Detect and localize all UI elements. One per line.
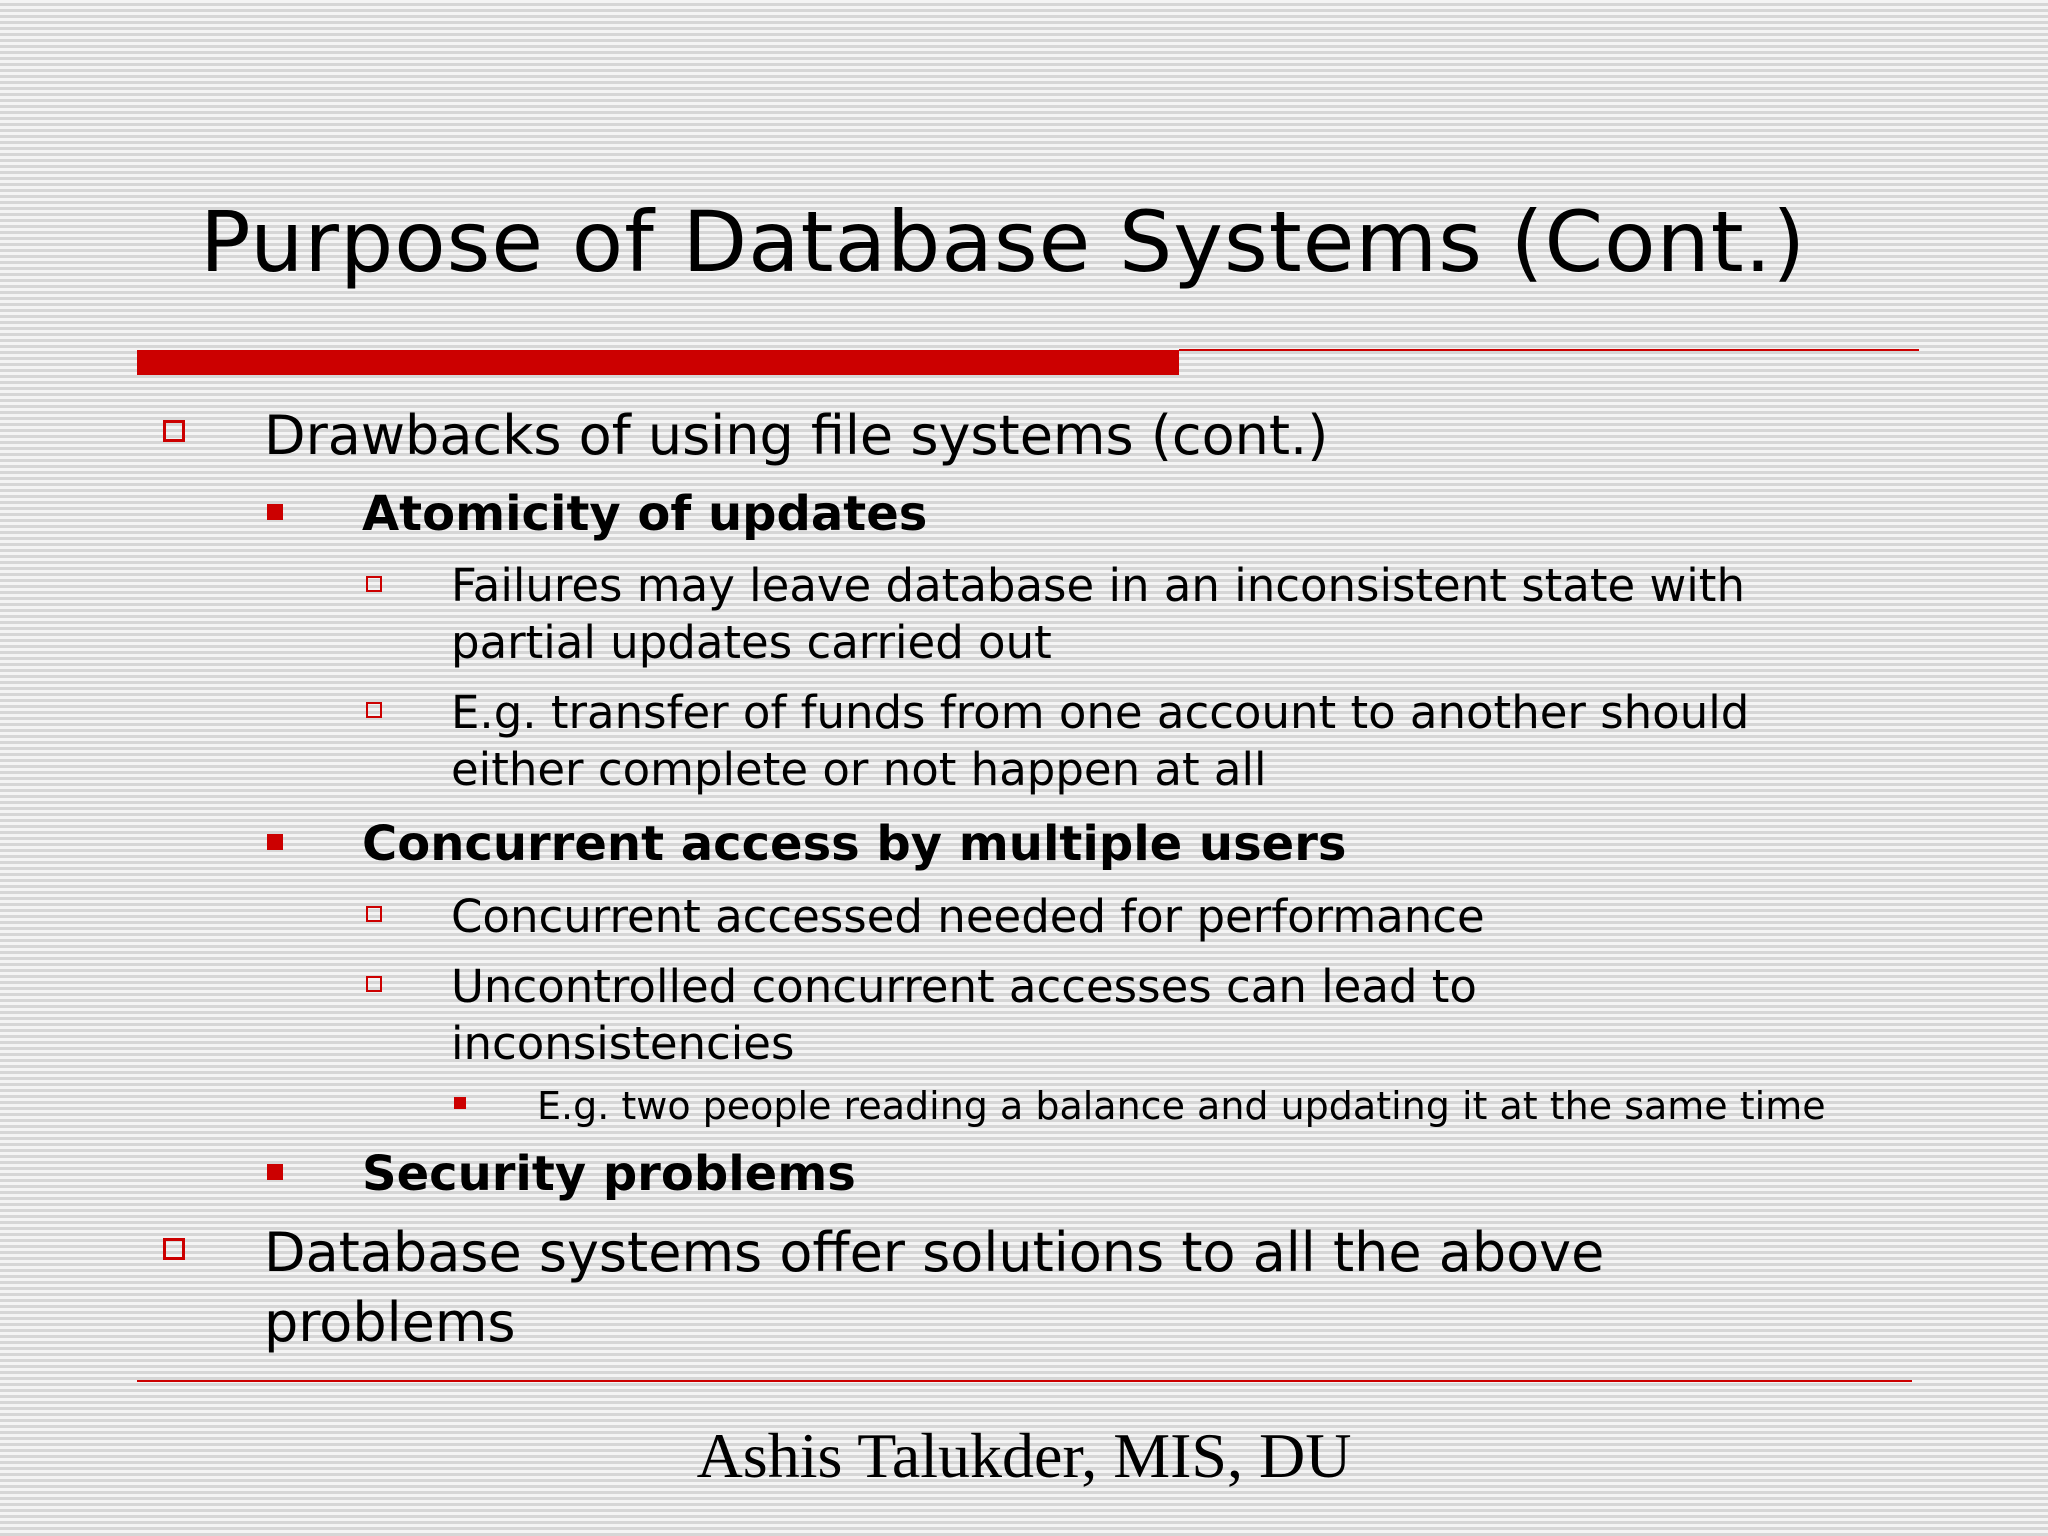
bullet-hollow-square-icon [366,976,382,992]
conclusion-line1: Database systems offer solutions to all the above [264,1221,1605,1284]
bullet-hollow-square-icon [163,1238,185,1260]
heading-concurrency: Concurrent access by multiple users [362,816,1347,872]
title-underline-thin [1179,349,1919,351]
footer-author: Ashis Talukder, MIS, DU [696,1420,1352,1491]
footer-divider [137,1380,1912,1382]
atomicity-point1-line2: partial updates carried out [451,616,1052,669]
bullet-hollow-square-icon [163,420,185,442]
atomicity-point2-line2: either complete or not happen at all [451,743,1267,796]
slide-title: Purpose of Database Systems (Cont.) [200,193,1807,291]
bullet-solid-square-icon [267,834,283,850]
concurrency-point1: Concurrent accessed needed for performance [451,890,1485,943]
concurrency-example: E.g. two people reading a balance and updating it at the same time [537,1084,1826,1128]
heading-atomicity: Atomicity of updates [362,486,928,542]
bullet-small-square-icon [454,1097,466,1109]
concurrency-point2-line2: inconsistencies [451,1017,795,1070]
bullet-hollow-square-icon [366,702,382,718]
title-underline-thick [137,350,1179,375]
bullet-hollow-square-icon [366,576,382,592]
bullet-solid-square-icon [267,1164,283,1180]
heading-security: Security problems [362,1146,856,1202]
bullet-drawbacks: Drawbacks of using file systems (cont.) [264,404,1329,467]
atomicity-point1-line1: Failures may leave database in an inconsistent state with [451,559,1745,612]
atomicity-point2-line1: E.g. transfer of funds from one account to another should [451,686,1750,739]
concurrency-point2-line1: Uncontrolled concurrent accesses can lead to [451,960,1477,1013]
bullet-solid-square-icon [267,504,283,520]
bullet-hollow-square-icon [366,906,382,922]
conclusion-line2: problems [264,1291,516,1354]
